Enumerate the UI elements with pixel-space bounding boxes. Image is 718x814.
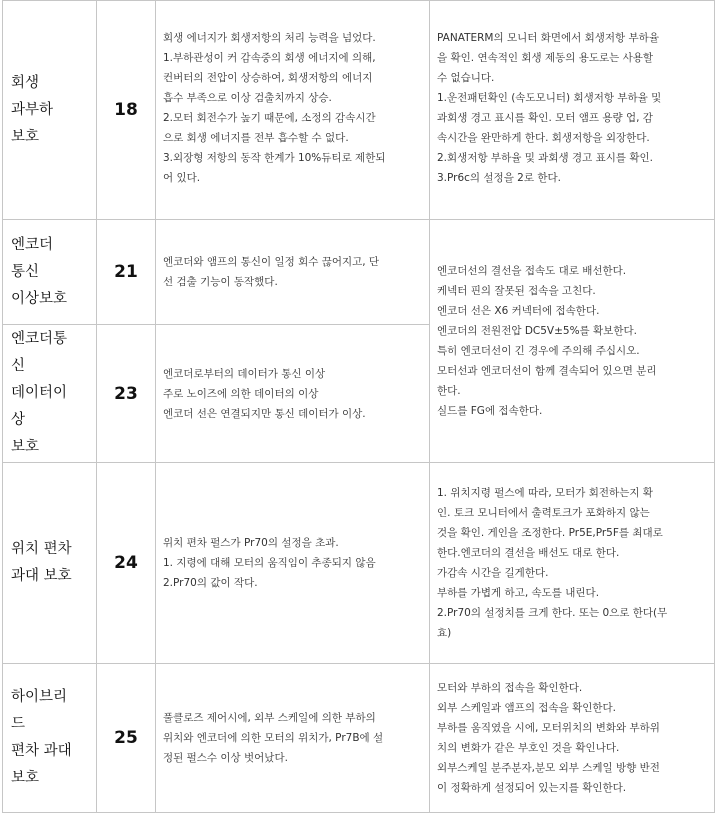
- error-code-table: [2, 0, 715, 813]
- table-row: [3, 1, 715, 220]
- error-code: 21: [97, 220, 156, 325]
- error-code: 24: [97, 463, 156, 664]
- table-row: [3, 664, 715, 813]
- error-code: 25: [97, 664, 156, 813]
- remedy-text: 모터와 부하의 접속을 확인한다. 외부 스케일과 앰프의 접속을 확인한다. 부하를 움직였을 시에, 모터위치의 변화와 부하위 치의 변화가 같은 부호인 것을 확인나다. 외부스케일 분주분자,분모 외부 스케일 방향 반전 이 정확하게 설정되어 있는지를 확인한다.: [430, 664, 715, 813]
- protection-name: 엔코더 통신 이상보호: [3, 220, 97, 325]
- table-row: [3, 220, 715, 325]
- remedy-text-encoder: 엔코더선의 결선을 접속도 대로 배선한다. 케넥터 핀의 잘못된 접속을 고친다. 엔코더 선은 X6 커넥터에 접속한다. 엔코더의 전원전압 DC5V±5%를 확보한다. 특히 엔코더선이 긴 경우에 주의해 주십시오. 모터선과 엔코더선이 함께 결속되어 있으면 분리 한다. 실드를 FG에 접속한다.: [430, 220, 715, 463]
- error-code: 23: [97, 325, 156, 463]
- cause-text: 엔코더와 앰프의 통신이 일정 회수 끊어지고, 단 선 검출 기능이 동작했다.: [156, 220, 430, 325]
- table-row: [3, 463, 715, 664]
- remedy-text: 1. 위치지령 펄스에 따라, 모터가 회전하는지 확 인. 토크 모니터에서 출력토크가 포화하지 않는 것을 확인. 게인을 조정한다. Pr5E,Pr5F를 최대로 한다.엔코더의 결선을 배선도 대로 한다. 가감속 시간을 길게한다. 부하를 가볍게 하고, 속도를 내린다. 2.Pr70의 설정치를 크게 한다. 또는 0으로 한다(무 효): [430, 463, 715, 664]
- cause-text: 회생 에너지가 회생저항의 처리 능력을 넘었다. 1.부하관성이 커 감속중의 회생 에너지에 의해, 컨버터의 전압이 상승하여, 회생저항의 에너지 흡수 부족으로 이상 검출치까지 상승. 2.모터 회전수가 높기 때문에, 소정의 감속시간 으로 회생 에너지를 전부 흡수할 수 없다. 3.외장형 저항의 동작 한계가 10%듀티로 제한되 어 있다.: [156, 1, 430, 220]
- protection-name: 엔코더통 신 데이터이 상 보호: [3, 325, 97, 463]
- protection-name: 회생 과부하 보호: [3, 1, 97, 220]
- protection-name: 위치 편차 과대 보호: [3, 463, 97, 664]
- cause-text: 위치 편차 펄스가 Pr70의 설정을 초과. 1. 지령에 대해 모터의 움직임이 추종되지 않음 2.Pr70의 값이 작다.: [156, 463, 430, 664]
- cause-text: 풀클로즈 제어시에, 외부 스케일에 의한 부하의 위치와 엔코더에 의한 모터의 위치가, Pr7B에 설 정된 펄스수 이상 벗어났다.: [156, 664, 430, 813]
- remedy-text: PANATERM의 모니터 화면에서 회생저항 부하율 을 확인. 연속적인 회생 제동의 용도로는 사용할 수 없습니다. 1.운전패턴확인 (속도모니터) 회생저항 부하율 및 과회생 경고 표시를 확인. 모터 앰프 용량 업, 감 속시간을 완만하게 한다. 회생저항을 외장한다. 2.회생저항 부하율 및 과회생 경고 표시를 확인. 3.Pr6c의 설정을 2로 한다.: [430, 1, 715, 220]
- cause-text: 엔코더로부터의 데이터가 통신 이상 주로 노이즈에 의한 데이터의 이상 엔코더 선은 연결되지만 통신 데이터가 이상.: [156, 325, 430, 463]
- error-code: 18: [97, 1, 156, 220]
- protection-name: 하이브리 드 편차 과대 보호: [3, 664, 97, 813]
